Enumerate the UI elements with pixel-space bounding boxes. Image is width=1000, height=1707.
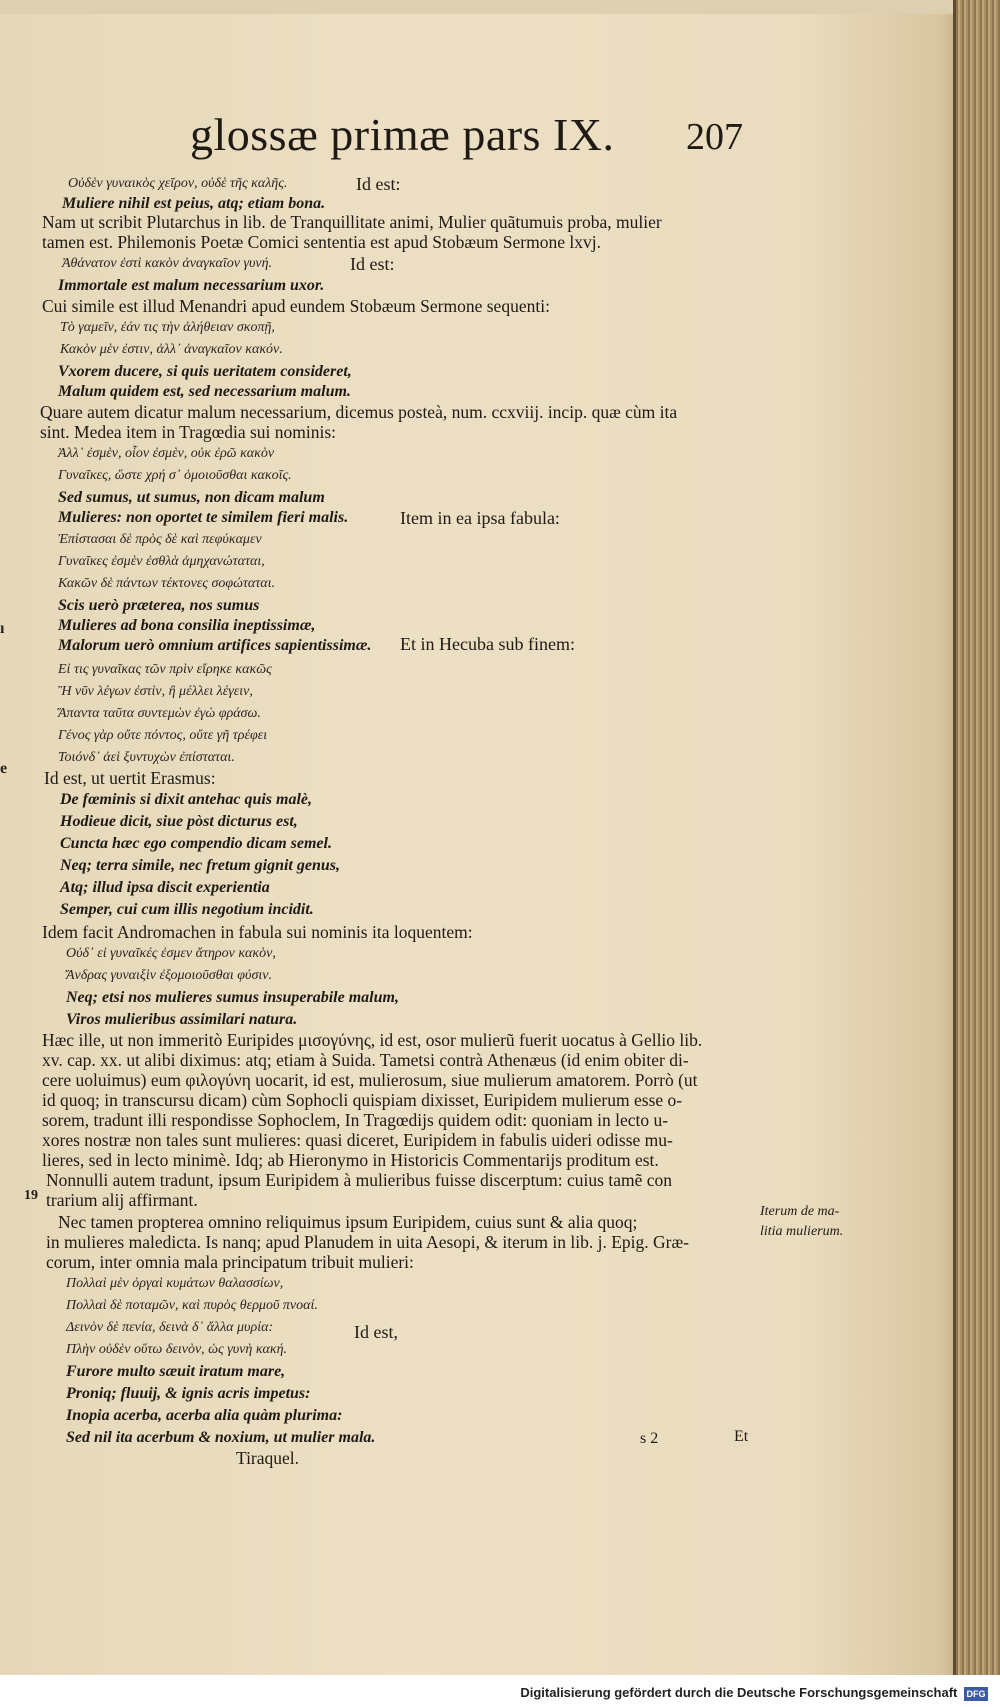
prose-line: tamen est. Philemonis Poetæ Comici sententia est apud Stobæum Sermone lxvj.: [42, 232, 601, 252]
prose-line: xores nostræ non tales sunt mulieres: quasi diceret, Euripidem in fabulis uideri odisse mu-: [42, 1130, 673, 1150]
greek-verse: Πολλαὶ δὲ ποταμῶν, καὶ πυρὸς θερμοῦ πνοαί.: [66, 1298, 318, 1313]
prose-line: id quoq; in transcursu dicam) cùm Sophocli quispiam dixisset, Euripidem mulierum esse o-: [42, 1090, 683, 1110]
greek-verse: Οὐδὲν γυναικὸς χεῖρον, οὐδὲ τῆς καλῆς.: [68, 176, 288, 191]
latin-verse: Hodieue dicit, siue pòst dicturus est,: [60, 813, 298, 830]
greek-verse: Τοιόνδ᾽ ἀεὶ ξυντυχὼν ἐπίσταται.: [58, 750, 235, 765]
left-edge-mark: ı: [0, 620, 5, 637]
greek-verse: Ἢ νῦν λέγων ἐστὶν, ἢ μέλλει λέγειν,: [58, 684, 253, 699]
latin-verse: Mulieres: non oportet te similem fieri malis.: [58, 509, 349, 526]
left-edge-mark: e: [0, 760, 8, 777]
margin-note: litia mulierum.: [760, 1224, 844, 1239]
id-est-label: Id est:: [350, 254, 395, 274]
et-in-hecuba-label: Et in Hecuba sub finem:: [400, 634, 575, 654]
prose-line: Quare autem dicatur malum necessarium, dicemus posteà, num. ccxviij. incip. quæ cùm ita: [40, 402, 678, 422]
funding-credit: [520, 1685, 988, 1701]
latin-verse: De fœminis si dixit antehac quis malè,: [60, 791, 313, 808]
greek-verse: Κακῶν δὲ πάντων τέκτονες σοφώταται.: [58, 576, 276, 591]
latin-verse: Vxorem ducere, si quis ueritatem consideret,: [58, 363, 352, 380]
latin-verse: Muliere nihil est peius, atq; etiam bona.: [62, 195, 326, 212]
dfg-logo-icon: DFG: [964, 1687, 988, 1701]
id-est-label: Id est:: [356, 174, 401, 194]
greek-verse: Εἰ τις γυναῖκας τῶν πρὶν εἴρηκε κακῶς: [58, 662, 272, 677]
greek-verse: Ἀλλ᾽ ἐσμὲν, οἷον ἐσμὲν, οὐκ ἐρῶ κακὸν: [58, 446, 275, 461]
latin-verse: Mulieres ad bona consilia ineptissimæ,: [58, 617, 316, 634]
greek-verse: Ἐπίστασαι δὲ πρὸς δὲ καὶ πεφύκαμεν: [58, 532, 262, 547]
greek-verse: Οὐδ᾽ εἰ γυναῖκές ἐσμεν ἄτηρον κακὸν,: [66, 946, 276, 961]
prose-line: Nonnulli autem tradunt, ipsum Euripidem à mulieribus fuisse discerptum: cuius tamẽ con: [46, 1170, 672, 1190]
greek-verse: Γυναῖκες, ὥστε χρή σ᾽ ὁμοιοῦσθαι κακοῖς.: [58, 468, 292, 483]
prose-line: sint. Medea item in Tragœdia sui nominis:: [40, 422, 337, 442]
latin-verse: Inopia acerba, acerba alia quàm plurima:: [66, 1407, 343, 1424]
margin-note: Iterum de ma-: [760, 1204, 840, 1219]
margin-number: 19: [24, 1188, 38, 1203]
greek-verse: Ἀθάνατον ἐστὶ κακὸν ἀναγκαῖον γυνή.: [62, 256, 273, 271]
latin-verse: Sed sumus, ut sumus, non dicam malum: [58, 489, 325, 506]
latin-verse: Proniq; fluuij, & ignis acris impetus:: [66, 1385, 311, 1402]
latin-verse: Neq; terra simile, nec fretum gignit genus,: [60, 857, 340, 874]
prose-line: xv. cap. xx. ut alibi diximus: atq; etiam à Suida. Tametsi contrà Athenæus (id enim obiter di-: [42, 1050, 689, 1070]
prose-line: Id est, ut uertit Erasmus:: [44, 768, 216, 788]
item-in-ea-label: Item in ea ipsa fabula:: [400, 508, 560, 528]
latin-verse: Cuncta hæc ego compendio dicam semel.: [60, 835, 332, 852]
greek-verse: Τὸ γαμεῖν, ἐάν τις τὴν ἀλήθειαν σκοπῇ,: [60, 320, 275, 335]
book-fore-edge: [953, 0, 1000, 1675]
latin-verse: Sed nil ita acerbum & noxium, ut mulier mala.: [66, 1429, 376, 1446]
prose-line: Idem facit Andromachen in fabula sui nominis ita loquentem:: [42, 922, 473, 942]
prose-line: corum, inter omnia mala principatum tribuit mulieri:: [46, 1252, 414, 1272]
greek-verse: Κακὸν μὲν ἐστιν, ἀλλ᾽ ἀναγκαῖον κακόν.: [60, 342, 283, 357]
funding-text: Digitalisierung gefördert durch die Deutsche Forschungsgemeinschaft: [520, 1685, 958, 1700]
id-est-label: Id est,: [354, 1322, 398, 1342]
greek-verse: Δεινὸν δὲ πενία, δεινὰ δ᾽ ἄλλα μυρία:: [66, 1320, 274, 1335]
greek-verse: Γυναῖκες ἐσμὲν ἐσθλὰ ἀμηχανώταται,: [58, 554, 265, 569]
greek-verse: Ἄνδρας γυναιξὶν ἐξομοιοῦσθαι φύσιν.: [66, 968, 272, 983]
scan-top-edge: [0, 0, 1000, 14]
prose-line: lieres, sed in lecto minimè. Idq; ab Hieronymo in Historicis Commentarijs proditum est.: [42, 1150, 659, 1170]
greek-verse: Γένος γὰρ οὔτε πόντος, οὔτε γῆ τρέφει: [58, 728, 268, 743]
next-page-catchword: Et: [734, 1428, 749, 1445]
prose-line: cere uoluimus) eum φιλογύνη uocarit, id est, mulierosum, siue mulierum amatorem. Porrò (ut: [42, 1070, 698, 1090]
page-title: glossæ primæ pars IX.: [190, 109, 615, 160]
latin-verse: Scis uerò præterea, nos sumus: [58, 597, 260, 614]
prose-line: Cui simile est illud Menandri apud eundem Stobæum Sermone sequenti:: [42, 296, 550, 316]
latin-verse: Malum quidem est, sed necessarium malum.: [58, 383, 351, 400]
prose-line: Nec tamen propterea omnino reliquimus ipsum Euripidem, cuius sunt & alia quoq;: [58, 1212, 638, 1232]
prose-line: Hæc ille, ut non immeritò Euripides μισογύνης, id est, osor mulierũ fuerit uocatus à Gellio lib.: [42, 1030, 703, 1050]
prose-line: in mulieres maledicta. Is nanq; apud Planudem in uita Aesopi, & iterum in lib. j. Epig. Græ-: [46, 1232, 690, 1252]
catchword-tiraquel: Tiraquel.: [236, 1448, 300, 1468]
latin-verse: Immortale est malum necessarium uxor.: [58, 277, 325, 294]
prose-line: Nam ut scribit Plutarchus in lib. de Tranquillitate animi, Mulier quãtumuis proba, mulier: [42, 212, 662, 232]
latin-verse: Semper, cui cum illis negotium incidit.: [60, 901, 314, 918]
latin-verse: Viros mulieribus assimilari natura.: [66, 1011, 298, 1028]
greek-verse: Ἅπαντα ταῦτα συντεμὼν ἐγὼ φράσω.: [58, 706, 261, 721]
signature-mark: s 2: [640, 1430, 659, 1447]
latin-verse: Malorum uerò omnium artifices sapientissimæ.: [58, 637, 372, 654]
latin-verse: Neq; etsi nos mulieres sumus insuperabile malum,: [66, 989, 399, 1006]
prose-line: sorem, tradunt illi respondisse Sophoclem, In Tragœdijs quidem odit: quoniam in lecto u-: [42, 1110, 669, 1130]
prose-line: trarium alij affirmant.: [46, 1190, 198, 1210]
latin-verse: Atq; illud ipsa discit experientia: [60, 879, 270, 896]
latin-verse: Furore multo sæuit iratum mare,: [66, 1363, 286, 1380]
page-number: 207: [686, 116, 743, 158]
greek-verse: Πολλαὶ μὲν ὀργαὶ κυμάτων θαλασσίων,: [66, 1276, 284, 1291]
greek-verse: Πλὴν οὐδὲν οὕτω δεινὸν, ὡς γυνὴ κακή.: [66, 1342, 288, 1357]
